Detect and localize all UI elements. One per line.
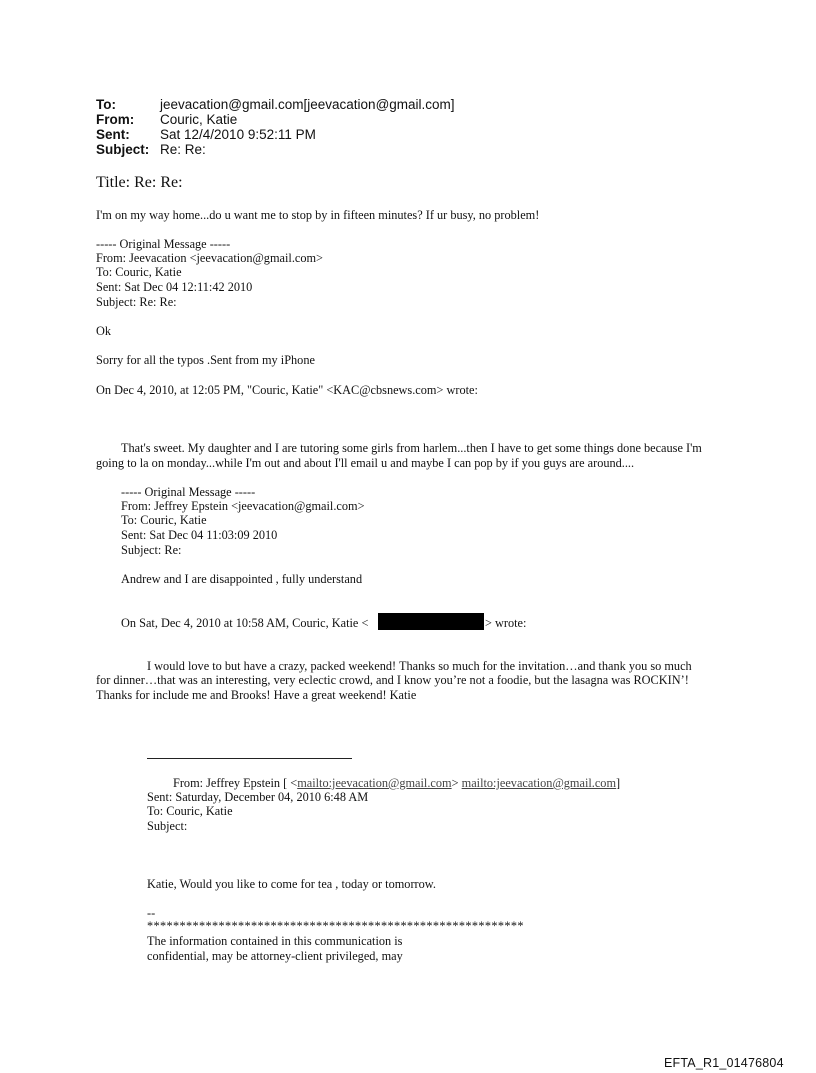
reply1-body: I'm on my way home...do u want me to stop by in fifteen minutes? If ur busy, no problem!	[96, 208, 540, 222]
orig3-subject: Subject:	[147, 819, 188, 833]
reply3-line3: Thanks for include me and Brooks! Have a great weekend! Katie	[96, 688, 417, 702]
to-label: To:	[96, 97, 116, 112]
orig2-from: From: Jeffrey Epstein <jeevacation@gmail.com>	[121, 499, 365, 513]
orig3-sent: Sent: Saturday, December 04, 2010 6:48 AM	[147, 790, 369, 804]
orig3-from-suffix: ]	[616, 776, 621, 790]
orig2-to: To: Couric, Katie	[121, 513, 207, 527]
orig3-to: To: Couric, Katie	[147, 804, 233, 818]
orig2-on-wrote-prefix: On Sat, Dec 4, 2010 at 10:58 AM, Couric, Katie <	[121, 616, 369, 630]
sent-label: Sent:	[96, 127, 130, 142]
orig1-typos: Sorry for all the typos .Sent from my iPhone	[96, 353, 315, 367]
orig2-divider: ----- Original Message -----	[121, 485, 256, 499]
sent-value: Sat 12/4/2010 9:52:11 PM	[160, 127, 316, 142]
to-value: jeevacation@gmail.com[jeevacation@gmail.com]	[160, 97, 455, 112]
from-value: Couric, Katie	[160, 112, 238, 127]
orig1-ok: Ok	[96, 324, 112, 338]
reply3-line1: I would love to but have a crazy, packed weekend! Thanks so much for the invitation…and thank you so much	[147, 659, 692, 673]
signature-dash: --	[147, 906, 156, 920]
orig2-subject: Subject: Re:	[121, 543, 182, 557]
orig3-from-prefix: From: Jeffrey Epstein [ <	[173, 776, 298, 790]
orig2-sent: Sent: Sat Dec 04 11:03:09 2010	[121, 528, 278, 542]
reply2-line1: That's sweet. My daughter and I are tutoring some girls from harlem...then I have to get some things done because I'm	[121, 441, 702, 455]
mailto-link-1[interactable]: mailto:jeevacation@gmail.com	[297, 776, 452, 790]
orig1-subject: Subject: Re: Re:	[96, 295, 177, 309]
document-title: Title: Re: Re:	[96, 174, 183, 191]
confidential-line2: confidential, may be attorney-client privileged, may	[147, 949, 403, 963]
reply2-line2: going to la on monday...while I'm out and about I'll email u and maybe I can pop by if you guys are around....	[96, 456, 635, 470]
orig3-from-mid: >	[451, 776, 462, 790]
reply3-line2: for dinner…that was an interesting, very eclectic crowd, and I know you’re not a foodie, but the lasagna was ROCKIN’!	[96, 673, 689, 687]
redaction-box	[378, 613, 484, 630]
orig1-to: To: Couric, Katie	[96, 265, 182, 279]
subject-value: Re: Re:	[160, 142, 206, 157]
orig2-on-wrote-suffix: > wrote:	[485, 616, 527, 630]
divider-line	[147, 758, 352, 759]
orig1-sent: Sent: Sat Dec 04 12:11:42 2010	[96, 280, 253, 294]
subject-label: Subject:	[96, 142, 150, 157]
orig1-on-wrote: On Dec 4, 2010, at 12:05 PM, "Couric, Katie" <KAC@cbsnews.com> wrote:	[96, 383, 478, 397]
from-label: From:	[96, 112, 135, 127]
signature-stars: **********************************************************	[147, 919, 524, 933]
orig3-body: Katie, Would you like to come for tea , today or tomorrow.	[147, 877, 436, 891]
orig1-from: From: Jeevacation <jeevacation@gmail.com>	[96, 251, 323, 265]
bates-number: EFTA_R1_01476804	[664, 1056, 784, 1070]
orig1-divider: ----- Original Message -----	[96, 237, 231, 251]
orig2-body: Andrew and I are disappointed , fully understand	[121, 572, 363, 586]
orig3-from	[173, 776, 620, 791]
mailto-link-2[interactable]: mailto:jeevacation@gmail.com	[461, 776, 617, 790]
confidential-line1: The information contained in this communication is	[147, 934, 403, 948]
